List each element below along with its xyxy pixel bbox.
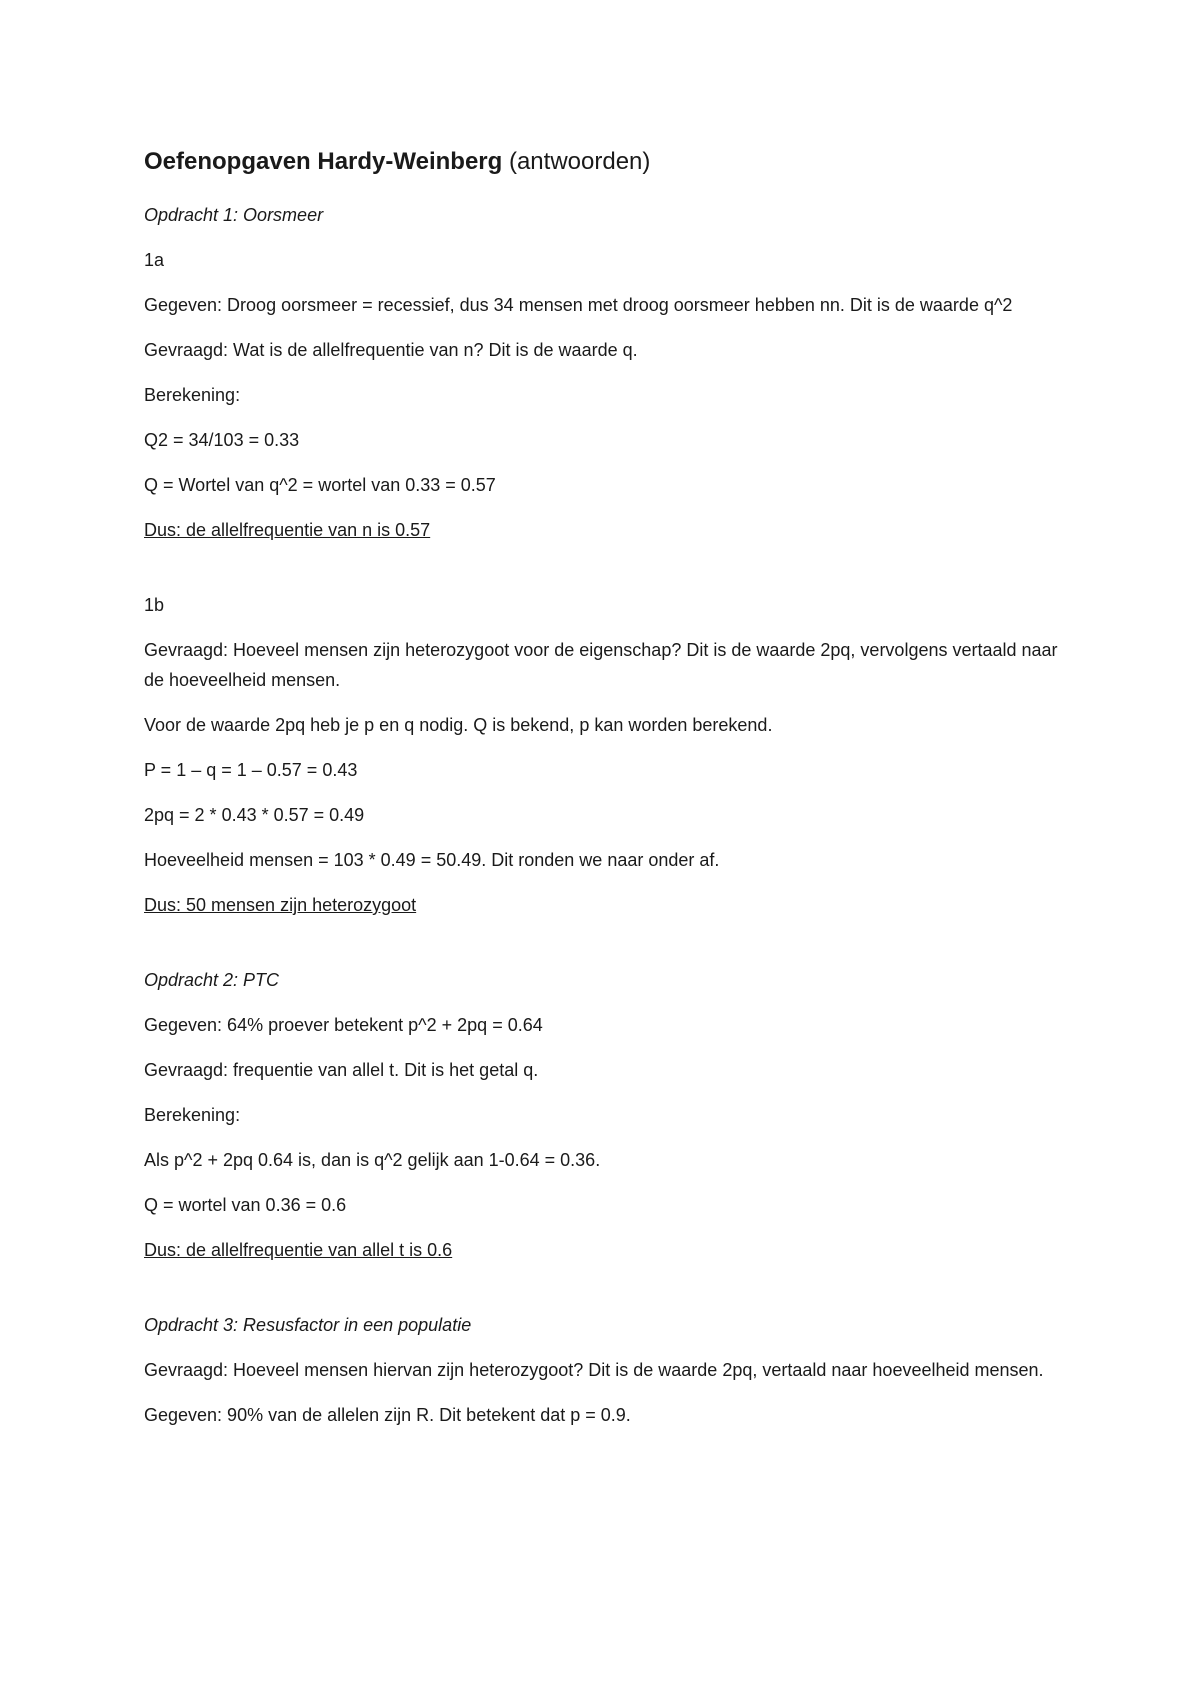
calculation-line-2-2: Q = wortel van 0.36 = 0.6 [144,1195,347,1215]
page-title [144,142,1064,182]
calculation-line-1a-2: Q = Wortel van q^2 = wortel van 0.33 = 0.57 [144,475,496,495]
answer-1b: Dus: 50 mensen zijn heterozygoot [144,895,417,915]
explanation-1b: Voor de waarde 2pq heb je p en q nodig. Q is bekend, p kan worden berekend. [144,715,773,735]
question-label-1b: 1b [144,595,165,615]
asked-text-2: Gevraagd: frequentie van allel t. Dit is het getal q. [144,1060,539,1080]
title-bold: Oefenopgaven Hardy-Weinberg [144,148,503,175]
asked-text-1a: Gevraagd: Wat is de allelfrequentie van n? Dit is de waarde q. [144,340,638,360]
calculation-line-1b-3: Hoeveelheid mensen = 103 * 0.49 = 50.49. Dit ronden we naar onder af. [144,850,720,870]
calculation-line-1b-1: P = 1 – q = 1 – 0.57 = 0.43 [144,760,358,780]
answer-1a: Dus: de allelfrequentie van n is 0.57 [144,520,431,540]
asked-text-1b: Gevraagd: Hoeveel mensen zijn heterozygoot voor de eigenschap? Dit is de waarde 2pq, vervolgens vertaald naar de hoeveelheid mensen. [144,640,1058,690]
given-text-3: Gegeven: 90% van de allelen zijn R. Dit betekent dat p = 0.9. [144,1405,631,1425]
calculation-line-2-1: Als p^2 + 2pq 0.64 is, dan is q^2 gelijk aan 1-0.64 = 0.36. [144,1150,601,1170]
section-heading-1: Opdracht 1: Oorsmeer [144,205,324,225]
spacer [144,1265,1064,1310]
title-suffix: (antwoorden) [508,148,651,175]
section-heading-3: Opdracht 3: Resusfactor in een populatie [144,1315,472,1335]
given-text-1a: Gegeven: Droog oorsmeer = recessief, dus 34 mensen met droog oorsmeer hebben nn. Dit is de waarde q^2 [144,295,1013,315]
calculation-line-1b-2: 2pq = 2 * 0.43 * 0.57 = 0.49 [144,805,365,825]
document-body [144,142,1064,1445]
asked-text-3: Gevraagd: Hoeveel mensen hiervan zijn heterozygoot? Dit is de waarde 2pq, vertaald naar hoeveelheid mensen. [144,1360,1044,1380]
spacer [144,545,1064,590]
given-text-2: Gegeven: 64% proever betekent p^2 + 2pq = 0.64 [144,1015,543,1035]
calculation-label-2: Berekening: [144,1105,241,1125]
answer-2: Dus: de allelfrequentie van allel t is 0.6 [144,1240,453,1260]
calculation-line-1a-1: Q2 = 34/103 = 0.33 [144,430,300,450]
section-heading-2: Opdracht 2: PTC [144,970,280,990]
spacer [144,920,1064,965]
calculation-label-1a: Berekening: [144,385,241,405]
question-label-1a: 1a [144,250,165,270]
